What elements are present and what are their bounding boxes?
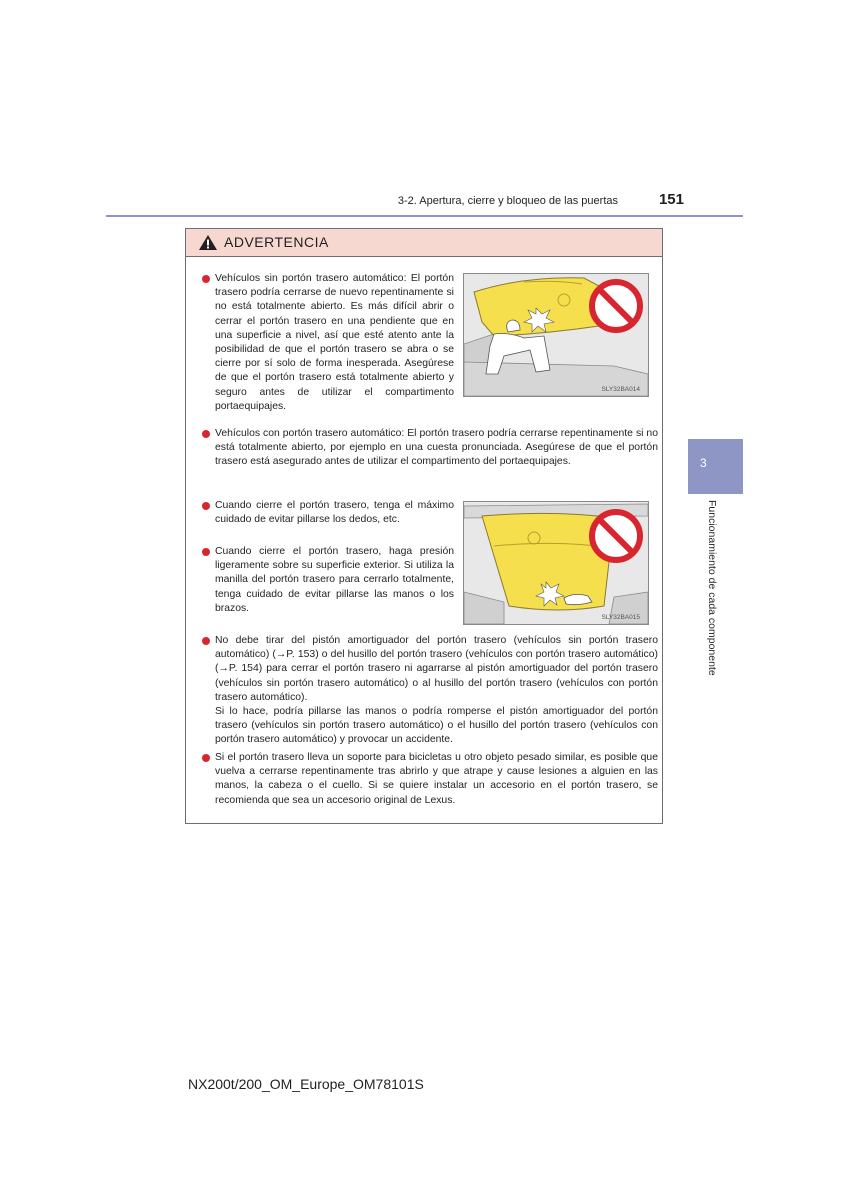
bullet-dot — [202, 637, 210, 645]
warning-item-2 — [202, 427, 658, 470]
warning-box — [185, 228, 663, 824]
warning-item-text: Si el portón trasero lleva un soporte para bicicletas u otro objeto pesado similar, es posible que vuelva a cerrarse repentinamente tras abrirlo y que atrape y cause lesiones a alguien en las manos, la cabeza o el cuello. Si se quiere instalar un accesorio en el portón trasero, se recomienda que sea un accesorio original de Lexus. — [215, 752, 658, 806]
warning-triangle-icon — [198, 234, 218, 251]
warning-item-1 — [202, 272, 454, 414]
bullet-dot — [202, 430, 210, 438]
document-code: NX200t/200_OM_Europe_OM78101S — [188, 1076, 424, 1092]
tailgate-person-drawing — [464, 274, 648, 396]
chapter-number: 3 — [700, 456, 707, 470]
warning-item-text: Cuando cierre el portón trasero, haga presión ligeramente sobre su superficie exterior. Si utiliza la manilla del portón trasero para cerrarlo totalmente, tenga cuidado de evitar pillarse las manos o los brazos. — [215, 546, 454, 614]
warning-item-text: No debe tirar del pistón amortiguador del portón trasero (vehículos sin portón trasero automático) (→P. 153) o del husillo del portón trasero (vehículos con portón trasero automático) (→P. 154) para cerrar el portón trasero ni agarrarse al pistón amortiguador del portón trasero (vehículos sin portón trasero automático) o al husillo del portón trasero (vehículos con portón trasero automático). — [215, 635, 658, 703]
warning-title: ADVERTENCIA — [224, 234, 329, 250]
warning-header — [186, 229, 662, 257]
header-divider — [106, 215, 743, 217]
chapter-tab[interactable] — [688, 439, 743, 494]
warning-item-text: Cuando cierre el portón trasero, tenga el máximo cuidado de evitar pillarse los dedos, etc. — [215, 500, 454, 526]
illustration-tailgate-hand — [463, 501, 649, 625]
warning-item-text-continued: Si lo hace, podría pillarse las manos o podría romperse el pistón amortiguador del portón trasero (vehículos sin portón trasero automático) o el husillo del portón trasero (vehículos con portón trasero automático) y provocar un accidente. — [215, 706, 658, 746]
bullet-dot — [202, 275, 210, 283]
warning-item-text: Vehículos sin portón trasero automático: El portón trasero podría cerrarse de nuevo repentinamente si no está totalmente abierto. Es más difícil abrir o cerrar el portón trasero en una pendiente que en una superficie a nivel, así que esté atento ante la posibilidad de que el portón trasero se abra o se cierre por sí solo de forma inesperada. Asegúrese de que el portón trasero está totalmente abierto y seguro antes de utilizar el compartimento portaequipajes. — [215, 273, 454, 412]
tailgate-hand-drawing — [464, 502, 648, 624]
warning-item-text: Vehículos con portón trasero automático: El portón trasero podría cerrarse repentinamente si no está totalmente abierto, por ejemplo en una cuesta pronunciada. Asegúrese de que el portón trasero está asegurado antes de utilizar el compartimento del portaequipajes. — [215, 428, 658, 468]
section-title: 3-2. Apertura, cierre y bloqueo de las puertas — [397, 195, 618, 207]
warning-item-6 — [202, 751, 658, 808]
page-number: 151 — [658, 191, 684, 208]
bullet-dot — [202, 502, 210, 510]
illustration-code: SLY32BA014 — [601, 386, 640, 393]
warning-item-5 — [202, 634, 658, 748]
warning-item-3 — [202, 499, 454, 527]
warning-item-4 — [202, 545, 454, 616]
bullet-dot — [202, 548, 210, 556]
chapter-label: Funcionamiento de cada componente — [706, 500, 718, 676]
illustration-tailgate-person — [463, 273, 649, 397]
illustration-code: SLY32BA015 — [601, 614, 640, 621]
bullet-dot — [202, 754, 210, 762]
